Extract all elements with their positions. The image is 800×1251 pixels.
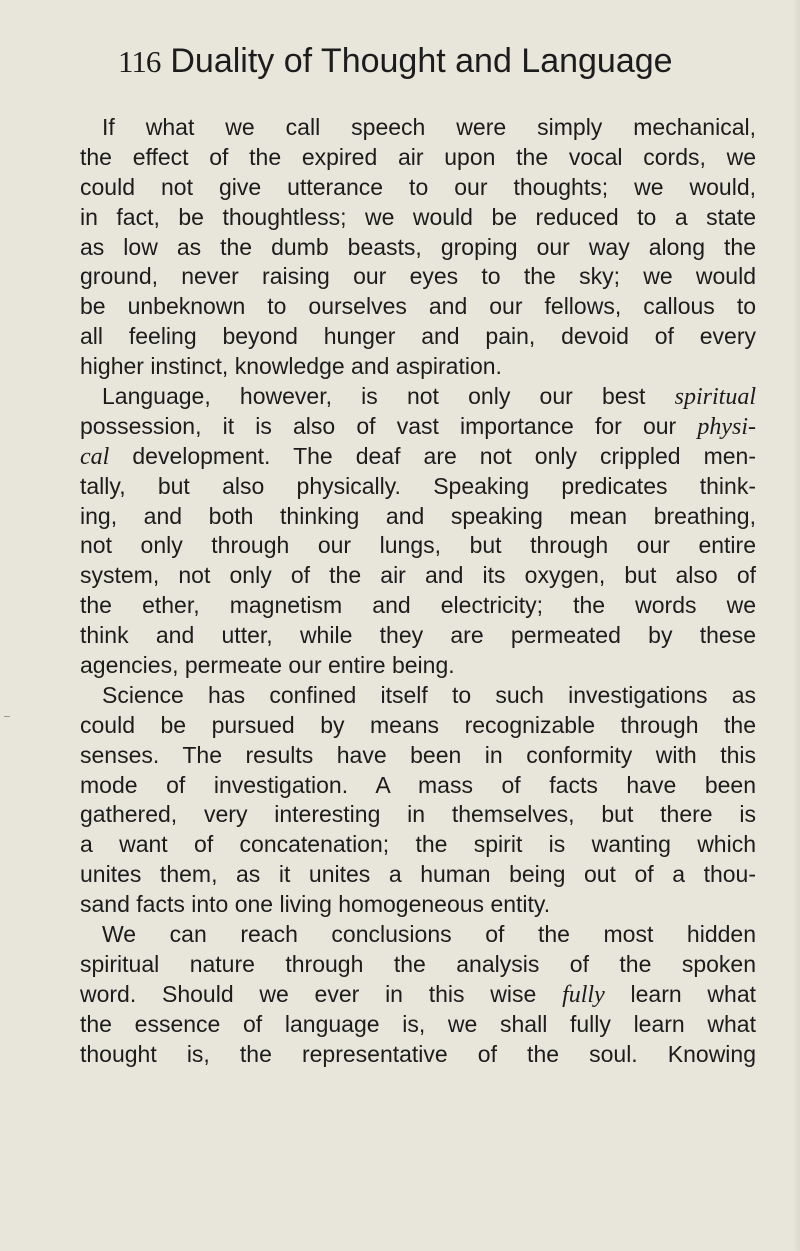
- margin-mark: [4, 716, 10, 717]
- italic-text: fully: [562, 981, 605, 1008]
- text-segment: in fact, be thoughtless; we would be reduced to a state: [80, 203, 756, 230]
- running-head: Duality of Thought and Language: [170, 42, 673, 80]
- text-line: [80, 800, 756, 830]
- text-line: [80, 561, 756, 591]
- page-number: 116: [118, 44, 161, 79]
- text-segment: higher instinct, knowledge and aspiration.: [80, 353, 502, 380]
- text-segment: mode of investigation. A mass of facts have been: [80, 771, 756, 798]
- text-line: [80, 412, 756, 442]
- text-segment: tally, but also physically. Speaking predicates think-: [80, 472, 756, 499]
- text-line: [80, 143, 756, 173]
- text-line: [80, 830, 756, 860]
- text-segment: as low as the dumb beasts, groping our way along the: [80, 233, 756, 260]
- text-segment: If what we call speech were simply mechanical,: [102, 114, 756, 140]
- text-segment: unites them, as it unites a human being out of a thou-: [80, 861, 756, 888]
- text-segment: the ether, magnetism and electricity; the words we: [80, 592, 756, 619]
- text-line: [80, 950, 756, 980]
- body-text: [80, 113, 756, 1070]
- text-line: [80, 920, 756, 950]
- text-line: [80, 651, 756, 681]
- text-line: [80, 681, 756, 711]
- text-line: [80, 741, 756, 771]
- text-line: [80, 771, 756, 801]
- text-segment: not only through our lungs, but through our entire: [80, 532, 756, 559]
- text-line: [80, 890, 756, 920]
- text-segment: be unbeknown to ourselves and our fellows, callous to: [80, 293, 756, 320]
- text-line: [80, 621, 756, 651]
- text-line: [80, 980, 756, 1010]
- italic-text: physi-: [697, 413, 756, 440]
- text-line: [80, 262, 756, 292]
- text-line: [80, 292, 756, 322]
- text-segment: think and utter, while they are permeated by these: [80, 622, 756, 649]
- text-segment: word. Should we ever in this wise: [80, 980, 563, 1007]
- text-segment: learn what: [604, 980, 756, 1007]
- text-line: [80, 1010, 756, 1040]
- text-segment: system, not only of the air and its oxygen, but also of: [80, 562, 756, 589]
- text-segment: a want of concatenation; the spirit is wanting which: [80, 831, 756, 858]
- text-line: [80, 352, 756, 382]
- text-line: [80, 591, 756, 621]
- text-segment: agencies, permeate our entire being.: [80, 652, 455, 679]
- text-segment: ing, and both thinking and speaking mean breathing,: [80, 502, 756, 529]
- text-line: [80, 322, 756, 352]
- text-segment: sand facts into one living homogeneous entity.: [80, 891, 551, 918]
- text-line: [80, 233, 756, 263]
- text-line: [80, 502, 756, 532]
- text-line: [80, 113, 756, 143]
- text-line: [80, 711, 756, 741]
- text-line: [80, 531, 756, 561]
- text-segment: could be pursued by means recognizable through the: [80, 711, 756, 738]
- italic-text: spiritual: [674, 384, 756, 411]
- text-segment: senses. The results have been in conformity with this: [80, 741, 756, 768]
- text-line: [80, 203, 756, 233]
- page-edge-shadow: [793, 0, 800, 1251]
- text-segment: could not give utterance to our thoughts; we would,: [80, 173, 756, 200]
- text-line: [80, 1040, 756, 1070]
- text-segment: ground, never raising our eyes to the sky; we would: [80, 263, 756, 290]
- text-segment: the effect of the expired air upon the vocal cords, we: [80, 143, 756, 170]
- text-line: [80, 382, 756, 412]
- text-segment: We can reach conclusions of the most hidden: [102, 921, 756, 948]
- text-segment: Language, however, is not only our best: [102, 383, 675, 410]
- text-line: [80, 860, 756, 890]
- text-segment: all feeling beyond hunger and pain, devoid of every: [80, 323, 756, 350]
- italic-text: cal: [80, 443, 110, 470]
- text-segment: spiritual nature through the analysis of the spoken: [80, 950, 756, 977]
- text-segment: the essence of language is, we shall fully learn what: [80, 1010, 756, 1037]
- text-line: [80, 472, 756, 502]
- text-segment: possession, it is also of vast importance for our: [80, 412, 698, 439]
- text-line: [80, 442, 756, 472]
- text-segment: gathered, very interesting in themselves, but there is: [80, 801, 756, 828]
- page-header: [118, 42, 758, 94]
- text-segment: Science has confined itself to such investigations as: [102, 681, 756, 708]
- text-line: [80, 173, 756, 203]
- text-segment: thought is, the representative of the soul. Knowing: [80, 1040, 756, 1067]
- text-segment: development. The deaf are not only crippled men-: [109, 442, 756, 469]
